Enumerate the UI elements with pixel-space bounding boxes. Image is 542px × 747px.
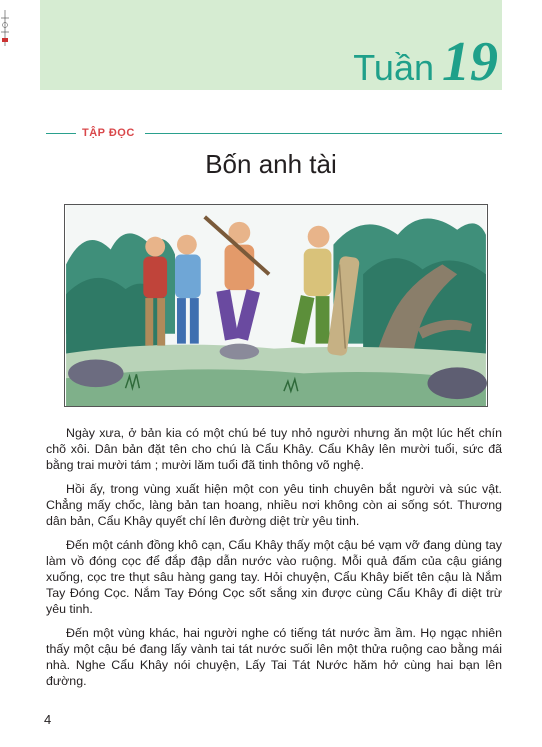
page-number: 4 (44, 712, 52, 727)
section-label: TẬP ĐỌC (82, 127, 135, 139)
story-paragraph: Hồi ấy, trong vùng xuất hiện một con yêu tinh chuyên bắt người và súc vật. Chẳng mấy chốc, làng bản tan hoang, nhiều nơi không còn ai sống sót. Thương dân bản, Cẩu Khây quyết chí lên đường diệt trừ yêu tinh. (46, 482, 502, 528)
section-heading (46, 125, 502, 141)
story-illustration (64, 204, 488, 407)
week-number: 19 (442, 31, 498, 93)
story-title: Bốn anh tài (205, 149, 337, 179)
story-paragraph: Đến một cánh đồng khô cạn, Cẩu Khây thấy một cậu bé vạm vỡ đang dùng tay làm vồ đóng cọc để đắp đập dẫn nước vào ruộng. Mỗi quả đấm của cậu giáng xuống, cọc tre thụt sâu hàng gang tay. Hỏi chuyện, Cẩu Khây biết tên cậu là Nắm Tay Đóng Cọc. Nắm Tay Đóng Cọc sốt sắng xin được cùng Cẩu Khây đi diệt trừ yêu tinh. (46, 538, 502, 616)
story-paragraph: Ngày xưa, ở bản kia có một chú bé tuy nhỏ người nhưng ăn một lúc hết chín chõ xôi. Dân bản đặt tên cho chú là Cẩu Khây. Cẩu Khây lên mười tuổi, sức đã bằng trai mười tám ; mười lăm tuổi đã tinh thông võ nghệ. (46, 426, 502, 472)
story-paragraph: Đến một vùng khác, hai người nghe có tiếng tát nước ầm ầm. Họ ngạc nhiên thấy một cậu bé đang lấy vành tai tát nước suối lên một thửa ruộng cao bằng mái nhà. Nghe Cẩu Khây nói chuyện, Lấy Tai Tát Nước hăm hở cùng hai bạn lên đường. (46, 626, 502, 688)
registration-marks-icon (0, 8, 10, 48)
section-rule-right (145, 133, 502, 134)
four-boys-in-forest-illustration-icon (65, 205, 487, 406)
story-text (46, 425, 502, 697)
section-rule-left (46, 133, 76, 134)
week-title (353, 31, 498, 93)
week-word: Tuần (353, 47, 434, 88)
